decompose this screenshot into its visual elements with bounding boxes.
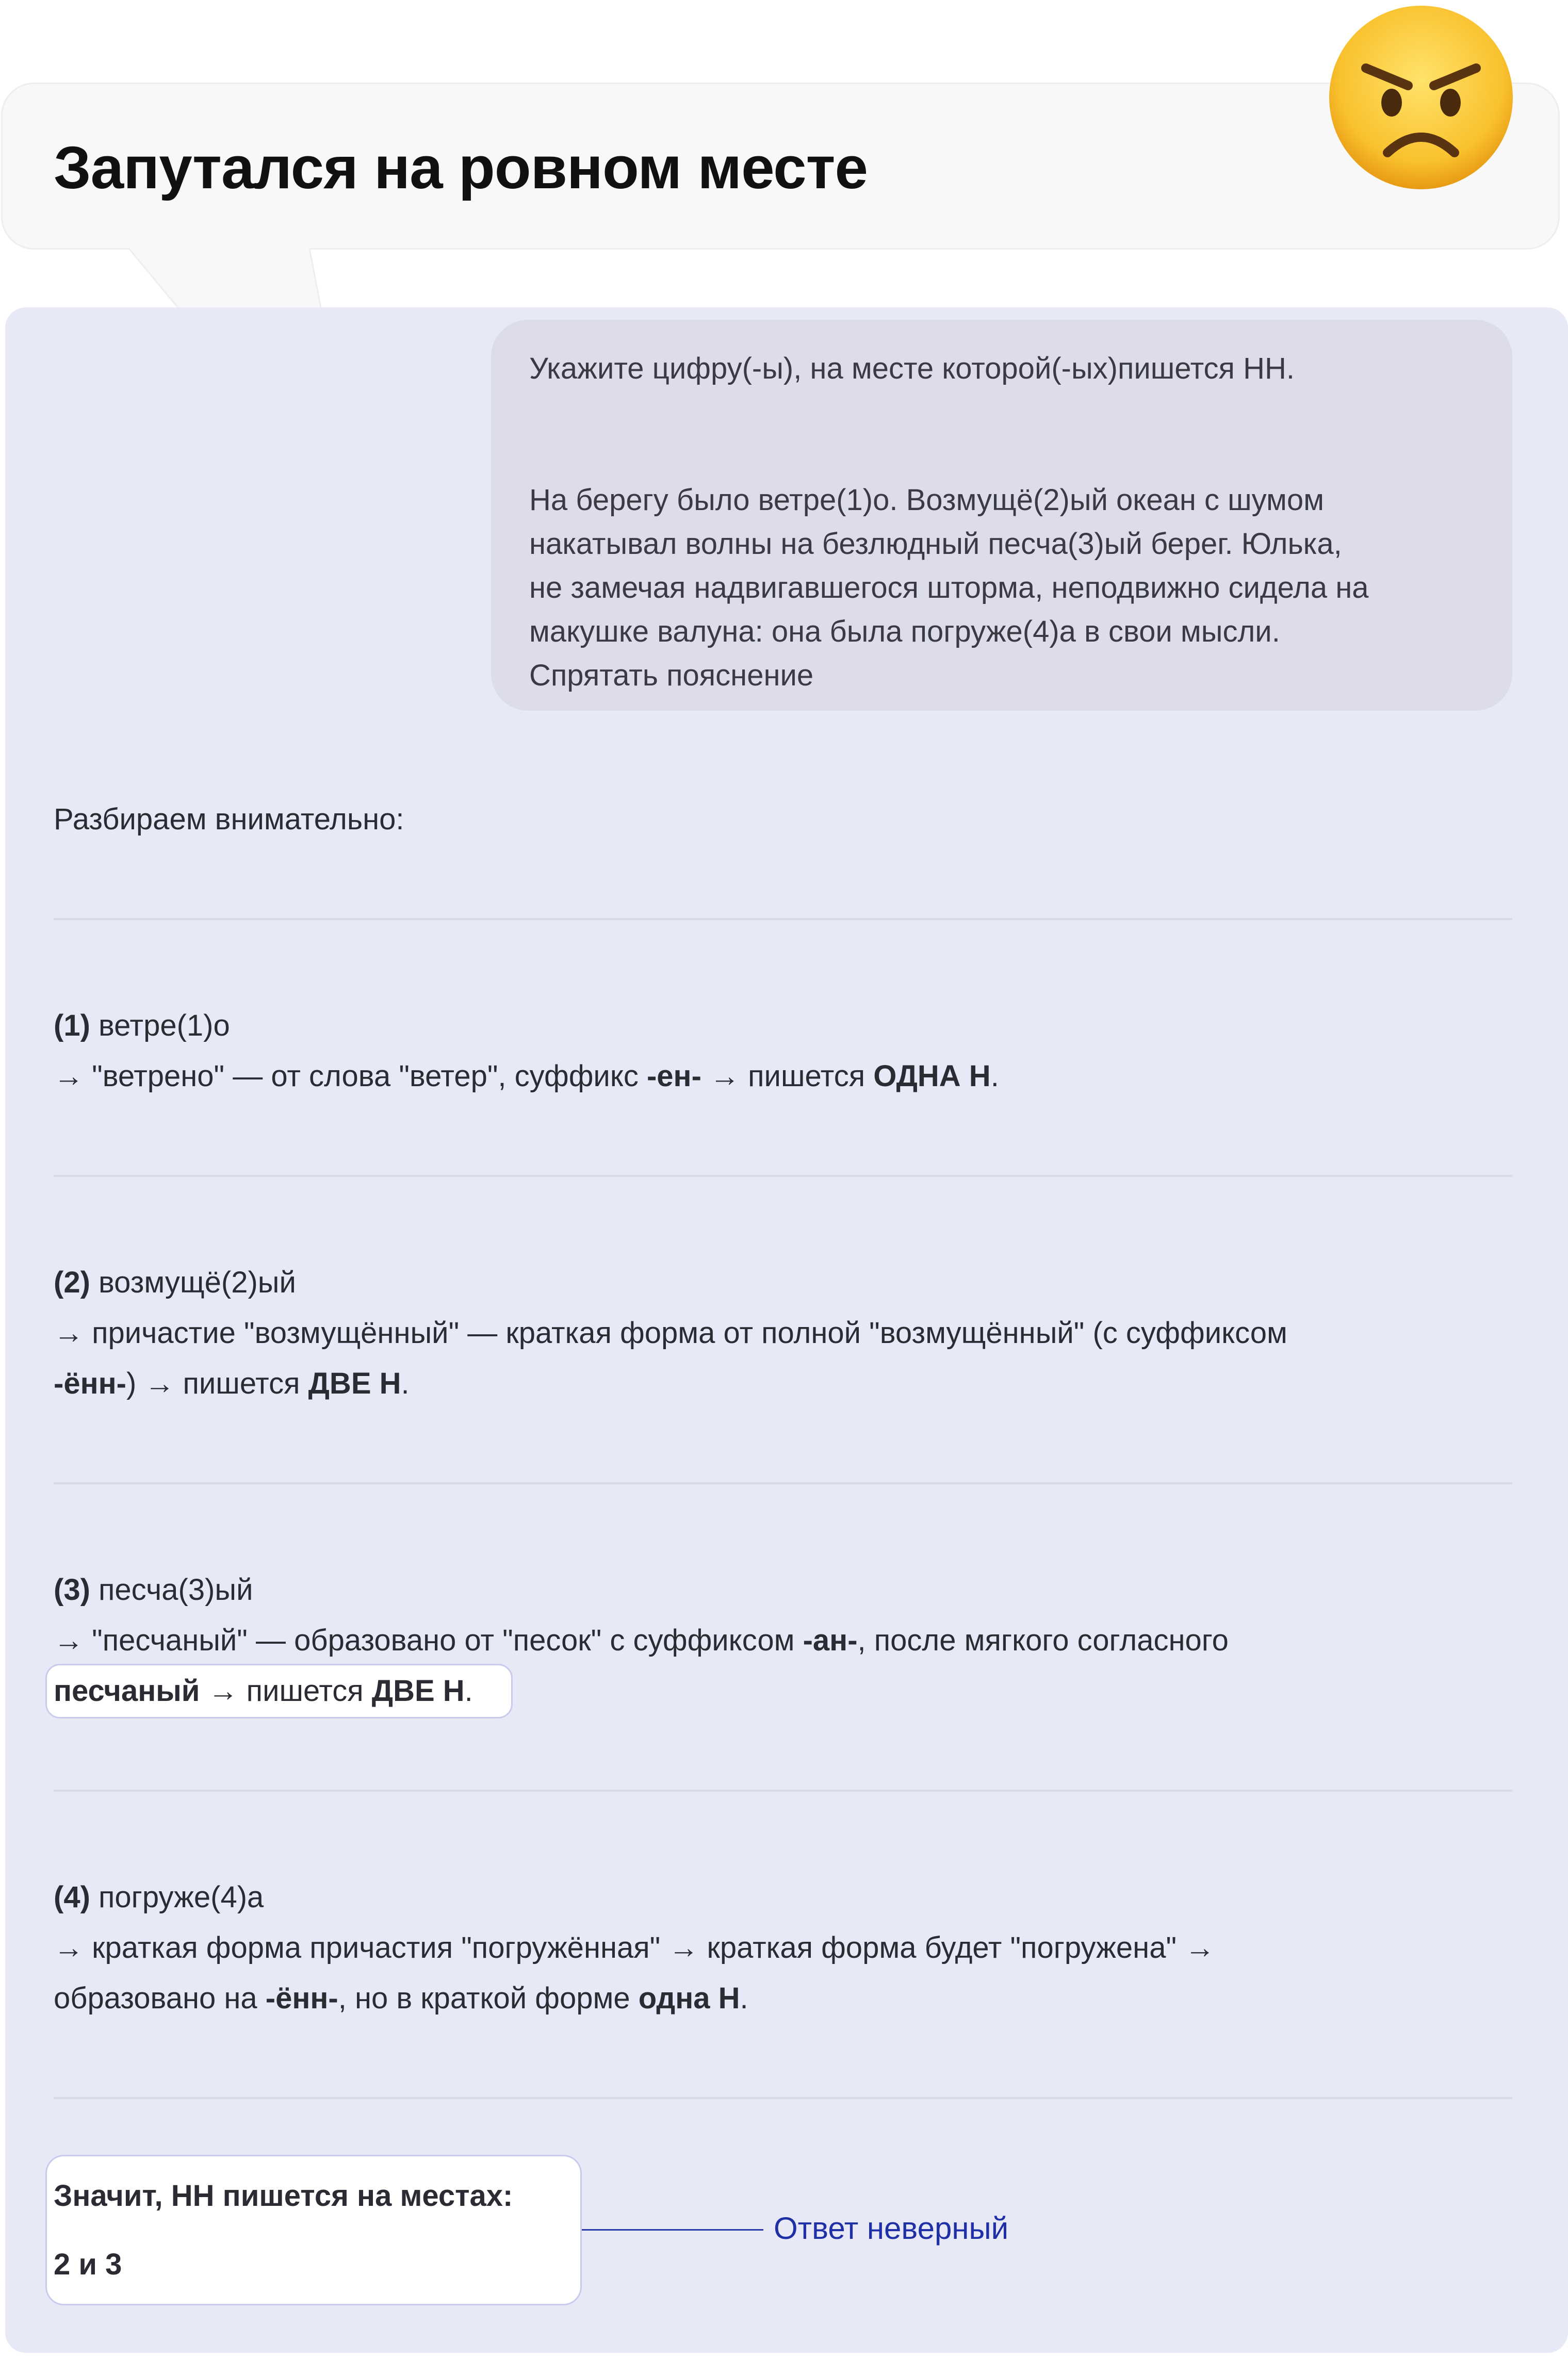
task-text: Укажите цифру(-ы), на месте которой(-ых)пишется НН. bbox=[529, 352, 1295, 385]
divider bbox=[54, 918, 1512, 920]
task-line: макушке валуна: она была погруже(4)а в свои мысли. bbox=[529, 615, 1280, 648]
answer-box bbox=[45, 2155, 582, 2305]
angry-face-icon bbox=[1326, 2, 1516, 193]
item-explanation: образовано на -ённ-, но в краткой форме одна Н. bbox=[54, 1982, 748, 2015]
item-heading: (4) погруже(4)а bbox=[54, 1880, 264, 1914]
item-explanation: -ённ-) → пишется ДВЕ Н. bbox=[54, 1367, 410, 1400]
divider bbox=[54, 1175, 1512, 1177]
user-message bbox=[491, 320, 1512, 711]
divider bbox=[54, 1790, 1512, 1792]
wrong-answer-label: Ответ неверный bbox=[774, 2211, 1009, 2246]
task-line: не замечая надвигавшегося шторма, неподвижно сидела на bbox=[529, 571, 1369, 604]
page-title: Запутался на ровном месте bbox=[54, 134, 868, 201]
item-explanation: песчаный → пишется ДВЕ Н. bbox=[54, 1674, 473, 1708]
hide-explanation-link[interactable]: Спрятать пояснение bbox=[529, 659, 814, 692]
task-line: На берегу было ветре(1)о. Возмущё(2)ый океан с шумом bbox=[529, 483, 1324, 517]
answer-intro: Разбираем внимательно: bbox=[54, 803, 404, 836]
item-heading: (3) песча(3)ый bbox=[54, 1573, 253, 1607]
annotation-connector bbox=[582, 2229, 763, 2231]
item-explanation: → причастие "возмущённый" — краткая форма от полной "возмущённый" (с суффиксом bbox=[54, 1316, 1287, 1350]
item-explanation: → "песчаный" — образовано от "песок" с суффиксом -ан-, после мягкого согласного bbox=[54, 1624, 1229, 1657]
result-text: 2 и 3 bbox=[54, 2248, 122, 2281]
task-line: накатывал волны на безлюдный песча(3)ый берег. Юлька, bbox=[529, 527, 1342, 561]
item-explanation: → "ветрено" — от слова "ветер", суффикс -ен- → пишется ОДНА Н. bbox=[54, 1059, 999, 1093]
conclusion-text: Значит, НН пишется на местах: bbox=[54, 2179, 513, 2213]
item-explanation: → краткая форма причастия "погружённая" → краткая форма будет "погружена" → bbox=[54, 1931, 1215, 1964]
item-heading: (2) возмущё(2)ый bbox=[54, 1266, 296, 1299]
item-heading: (1) ветре(1)о bbox=[54, 1009, 230, 1042]
divider bbox=[54, 2097, 1512, 2099]
divider bbox=[54, 1482, 1512, 1484]
